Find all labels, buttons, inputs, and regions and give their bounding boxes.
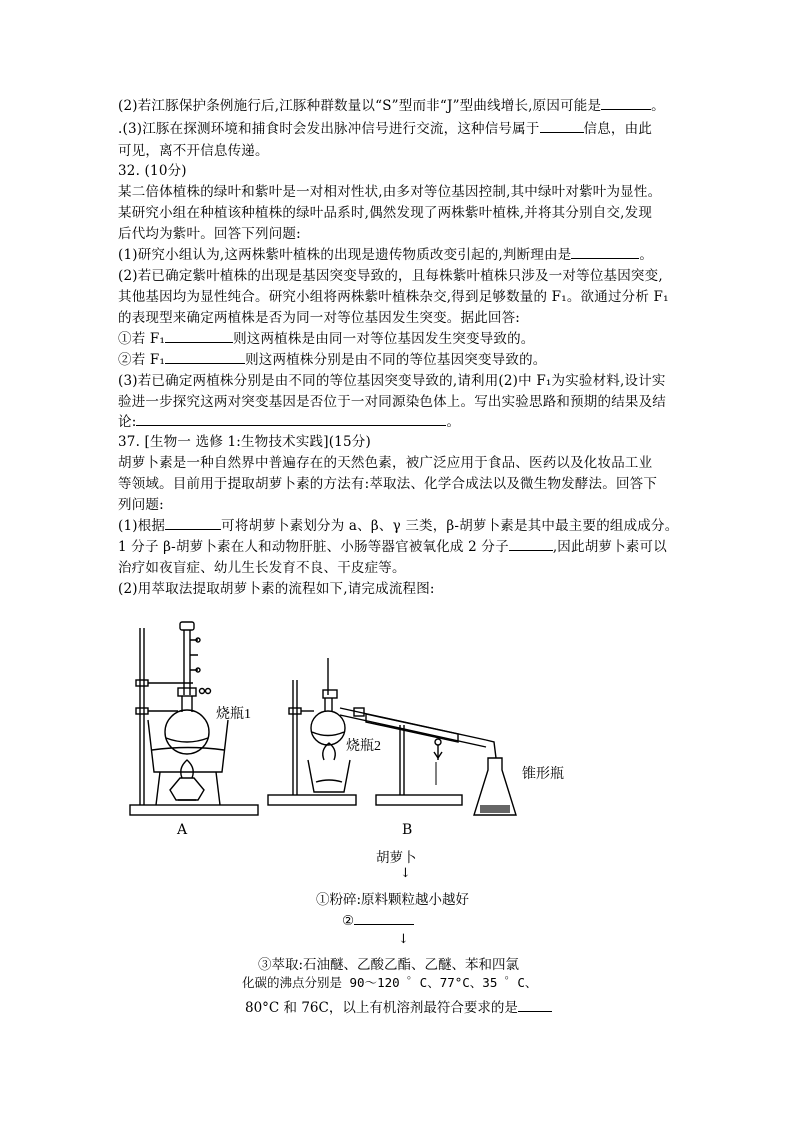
label-conical-flask: 锥形瓶 bbox=[522, 767, 564, 782]
q37-part1-line1 bbox=[118, 516, 678, 536]
step2-label: ② bbox=[342, 913, 355, 929]
q31-part3-text: .(3)江豚在探测环境和捕食时会发出脉冲信号进行交流，这种信号属于 bbox=[118, 121, 540, 137]
flow-step2 bbox=[342, 911, 414, 929]
part1-text: (1)根据 bbox=[118, 518, 166, 534]
punctuation: 。 bbox=[639, 247, 654, 263]
punctuation: 。 bbox=[446, 414, 461, 430]
answer-blank[interactable] bbox=[165, 516, 221, 530]
answer-blank[interactable] bbox=[509, 537, 553, 551]
flow-step3-line3 bbox=[245, 996, 552, 1016]
q32-part2-line3: 的表现型来确定两植株是否为同一对等位基因发生突变。据此回答: bbox=[118, 310, 521, 326]
q32-stem-line1: 某二倍体植株的绿叶和紫叶是一对相对性状,由多对等位基因控制,其中绿叶对紫叶为显性。 bbox=[118, 184, 662, 200]
q31-part3-text-cont: 信息，由此 bbox=[583, 121, 653, 137]
case2-text: 则这两植株分别是由不同的等位基因突变导致的。 bbox=[245, 352, 547, 368]
answer-blank[interactable] bbox=[540, 119, 584, 133]
flow-step3-line2: 化碳的沸点分别是 90～120 ゜C、77°C、35 ゜C、 bbox=[242, 975, 538, 990]
q37-stem-line3: 列问题: bbox=[118, 497, 164, 513]
answer-blank[interactable] bbox=[601, 96, 651, 110]
case1-label: ①若 F₁ bbox=[118, 331, 166, 347]
q37-heading: 37. [生物一 选修 1:生物技术实践](15分) bbox=[118, 434, 371, 450]
q31-part2 bbox=[118, 96, 678, 116]
flow-step1: ①粉碎:原料颗粒越小越好 bbox=[316, 892, 470, 908]
q32-part2-case2 bbox=[118, 350, 678, 370]
q37-part1-line2 bbox=[118, 537, 678, 557]
flow-step3-line1: ③萃取:石油醚、乙酸乙酯、乙醚、苯和四氯 bbox=[258, 957, 520, 973]
flow-start: 胡萝卜 bbox=[376, 850, 417, 866]
q32-part2-line1: (2)若已确定紫叶植株的出现是基因突变导致的，且每株紫叶植株只涉及一对等位基因突变, bbox=[118, 268, 663, 284]
part1-line2-cont: ,因此胡萝卜素可以 bbox=[552, 539, 667, 555]
q32-part3-line2: 验进一步探究这两对突变基因是否位于一对同源染色体上。写出实验思路和预期的结果及结 bbox=[118, 394, 666, 410]
apparatus-b bbox=[268, 658, 516, 815]
answer-blank[interactable] bbox=[165, 329, 233, 343]
part1-line2-text: 1 分子 β-胡萝卜素在人和动物肝脏、小肠等器官被氧化成 2 分子 bbox=[118, 539, 509, 555]
down-arrow-icon: ↓ bbox=[400, 866, 411, 881]
q37-part1-line3: 治疗如夜盲症、幼儿生长发育不良、干皮症等。 bbox=[118, 560, 406, 576]
label-flask2: 烧瓶2 bbox=[346, 739, 381, 754]
base-b2 bbox=[376, 795, 462, 805]
part1-text-cont: 可将胡萝卜素划分为 a、β、γ 三类，β-胡萝卜素是其中最主要的组成成分。 bbox=[221, 518, 679, 534]
q32-part1-text: (1)研究小组认为,这两株紫叶植株的出现是遗传物质改变引起的,判断理由是 bbox=[118, 247, 572, 263]
q32-part3-line3 bbox=[118, 412, 678, 432]
caption-a: A bbox=[177, 822, 188, 838]
q32-part2-line2: 其他基因均为显性纯合。研究小组将两株紫叶植株杂交,得到足够数量的 F₁。欲通过分析 F₁ bbox=[118, 289, 669, 305]
down-arrow-icon: ↓ bbox=[398, 932, 409, 947]
q32-heading: 32. (10分) bbox=[118, 163, 187, 179]
conclusion-label: 论: bbox=[118, 414, 137, 430]
q37-part2-intro: (2)用萃取法提取胡萝卜素的流程如下,请完成流程图: bbox=[118, 581, 435, 597]
answer-blank[interactable] bbox=[165, 350, 245, 364]
caption-b: B bbox=[402, 822, 413, 838]
q32-part1 bbox=[118, 245, 678, 265]
punctuation: 。 bbox=[651, 98, 665, 114]
q31-part3-line2: 可见，离不开信息传递。 bbox=[118, 143, 269, 159]
q37-stem-line1: 胡萝卜素是一种自然界中普遍存在的天然色素，被广泛应用于食品、医药以及化妆品工业 bbox=[118, 455, 653, 471]
base-a bbox=[130, 805, 258, 815]
case2-label: ②若 F₁ bbox=[118, 352, 166, 368]
q32-stem-line2: 某研究小组在种植该种植株的绿叶品系时,偶然发现了两株紫叶植株,并将其分别自交,发现 bbox=[118, 205, 653, 221]
case1-text: 则这两植株是由同一对等位基因发生突变导致的。 bbox=[233, 331, 535, 347]
q32-part3-line1: (3)若已确定两植株分别是由不同的等位基因突变导致的,请利用(2)中 F₁为实验材料,设计实 bbox=[118, 373, 666, 389]
base-b1 bbox=[268, 795, 356, 805]
q31-part3 bbox=[118, 119, 678, 139]
answer-blank[interactable] bbox=[571, 245, 639, 259]
label-flask1: 烧瓶1 bbox=[216, 707, 251, 722]
answer-blank[interactable] bbox=[518, 998, 552, 1012]
apparatus-figure bbox=[118, 600, 588, 845]
q32-stem-line3: 后代均为紫叶。回答下列问题: bbox=[118, 226, 301, 242]
q37-stem-line2: 等领域。目前用于提取胡萝卜素的方法有:萃取法、化学合成法以及微生物发酵法。回答下 bbox=[118, 476, 658, 492]
step3-line3-text: 80°C 和 76C，以上有机溶剂最符合要求的是 bbox=[245, 1000, 518, 1016]
q32-part2-case1 bbox=[118, 329, 678, 349]
answer-blank[interactable] bbox=[136, 412, 446, 426]
q31-part2-text: (2)若江豚保护条例施行后,江豚种群数量以“S”型而非“J”型曲线增长,原因可能是 bbox=[118, 98, 602, 114]
answer-blank[interactable] bbox=[354, 911, 414, 925]
apparatus-drawing bbox=[118, 600, 588, 845]
